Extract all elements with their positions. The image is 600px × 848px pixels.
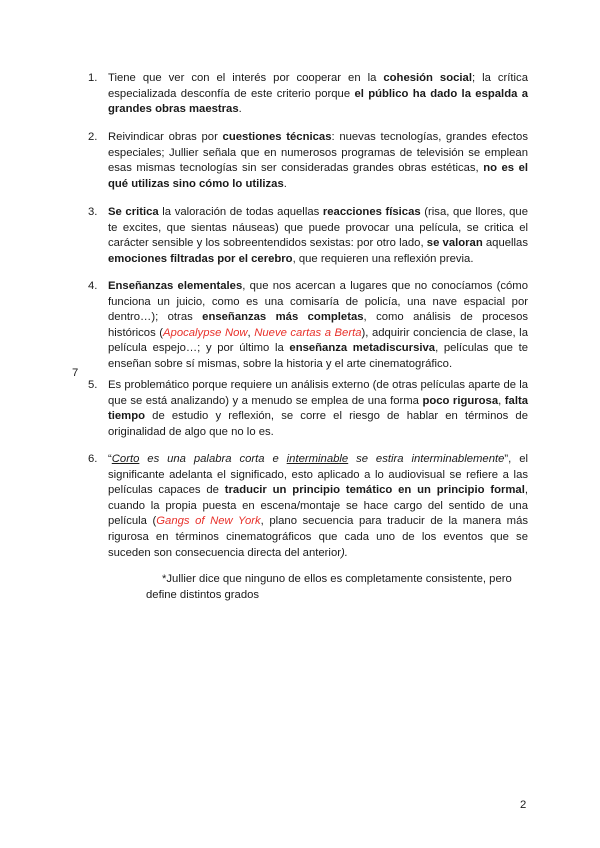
text-run: .	[238, 103, 242, 116]
list-item-5	[88, 378, 528, 440]
item-text	[108, 452, 528, 561]
emphasis: reacciones físicas	[322, 206, 421, 218]
footnote-line-1: *Jullier dice que ninguno de ellos es completamente consistente, pero	[162, 573, 512, 585]
emphasis: se valoran	[426, 237, 483, 250]
text-run: Corto	[111, 453, 140, 465]
item-number: 1.	[88, 72, 98, 84]
text-run: (risa, que llores, que te excites, que sientas náuseas) que puede provocar una película, se critica el carácter sensible y los sobreentendidos sexistas: por otro lado,	[108, 206, 528, 250]
text-run: aquellas	[482, 237, 528, 250]
text-run: , cuando la propia puesta en escena/montaje se hace cargo del sentido de una película (	[108, 484, 528, 528]
text-run: de estudio y reflexión, se corre el riesgo de hablar en términos de originalidad de algo que no lo es.	[108, 410, 528, 438]
text-run: .	[283, 177, 287, 190]
item-text	[108, 205, 528, 267]
text-run: , películas que te enseñan sobre sí mismas, sobre la historia y el arte cinematográfico.	[108, 342, 528, 370]
page-number: 2	[520, 799, 527, 811]
emphasis: cuestiones técnicas	[222, 131, 332, 143]
emphasis: falta tiempo	[108, 394, 529, 423]
list-item-6	[88, 452, 528, 561]
emphasis: traducir un principio temático en un principio formal	[224, 484, 525, 497]
side-number: 7	[72, 367, 79, 379]
text-run: , plano secuencia para traducir de la manera más rigurosa en términos cinematográficos que cada uno de los eventos que se suceden son consecuencia directa del anterior	[108, 515, 529, 559]
text-run: la valoración de todas aquellas	[158, 206, 323, 218]
item-text	[108, 71, 528, 118]
item-text	[108, 378, 528, 440]
text-run: Tiene que ver con el interés por cooperar en la	[108, 72, 384, 84]
film-title: Gangs of New York	[156, 515, 261, 528]
list-item-1	[88, 71, 528, 118]
item-number: 6.	[88, 453, 98, 465]
film-title: Apocalypse Now	[163, 326, 248, 339]
emphasis: emociones filtradas por el cerebro	[108, 252, 293, 265]
text-run: ; la crítica especializada desconfía de este criterio porque	[108, 72, 528, 100]
item-number: 3.	[88, 206, 98, 218]
text-run: se estira interminablemente	[348, 453, 505, 465]
item-text	[108, 279, 528, 373]
list-item-3	[88, 205, 528, 267]
emphasis: el público ha dado la espalda a grandes obras maestras	[108, 87, 528, 116]
item-text	[108, 130, 528, 192]
text-run: interminable	[286, 453, 349, 465]
emphasis: enseñanzas más completas	[202, 311, 364, 324]
film-title: Nueve cartas a Berta	[254, 326, 362, 339]
item-number: 5.	[88, 379, 98, 391]
text-run: ,	[247, 326, 255, 339]
text-run: , como análisis de procesos históricos (	[108, 311, 529, 339]
item-number: 2.	[88, 131, 98, 143]
text-run: ), adquirir conciencia de clase, la película espejo…; y por último la	[108, 326, 528, 355]
text-run: ”, el significante adelanta el significado, esto aplicado a lo audiovisual se refiere a las películas capaces de	[108, 453, 528, 497]
text-run: Es problemático porque requiere un análisis externo (de otras películas aparte de la que se está analizando) y a menudo se emplea de una forma	[108, 379, 528, 407]
list-item-2	[88, 130, 528, 192]
footnote-line-2: define distintos grados	[146, 588, 260, 601]
item-number: 4.	[88, 280, 98, 292]
emphasis: poco rigurosa	[422, 394, 499, 407]
text-run: , que requieren una reflexión previa.	[292, 252, 474, 265]
list-item-4	[88, 279, 528, 373]
emphasis: enseñanza metadiscursiva	[289, 342, 436, 355]
text-run: ,	[498, 394, 505, 407]
emphasis: Se critica	[108, 206, 159, 218]
emphasis: Enseñanzas elementales	[108, 280, 243, 292]
footnote	[146, 572, 526, 603]
emphasis: no es el qué utilizas sino cómo lo utilizas	[108, 162, 528, 190]
text-run: ).	[341, 546, 348, 559]
text-run: Reivindicar obras por	[108, 131, 223, 143]
text-run: : nuevas tecnologías, grandes efectos especiales; Jullier señala que en numerosos programas de televisión se emplean esas mismas tecnologías sin ser consideradas grandes obras estéticas,	[108, 131, 528, 175]
text-run: “	[108, 453, 112, 465]
emphasis: cohesión social	[383, 72, 472, 84]
text-run: , que nos acercan a lugares que no conocíamos (cómo funciona un juicio, como es una comisaría de policía, una nave espacial por dentro…); otras	[108, 280, 529, 324]
text-run: es una palabra corta e	[139, 453, 287, 465]
